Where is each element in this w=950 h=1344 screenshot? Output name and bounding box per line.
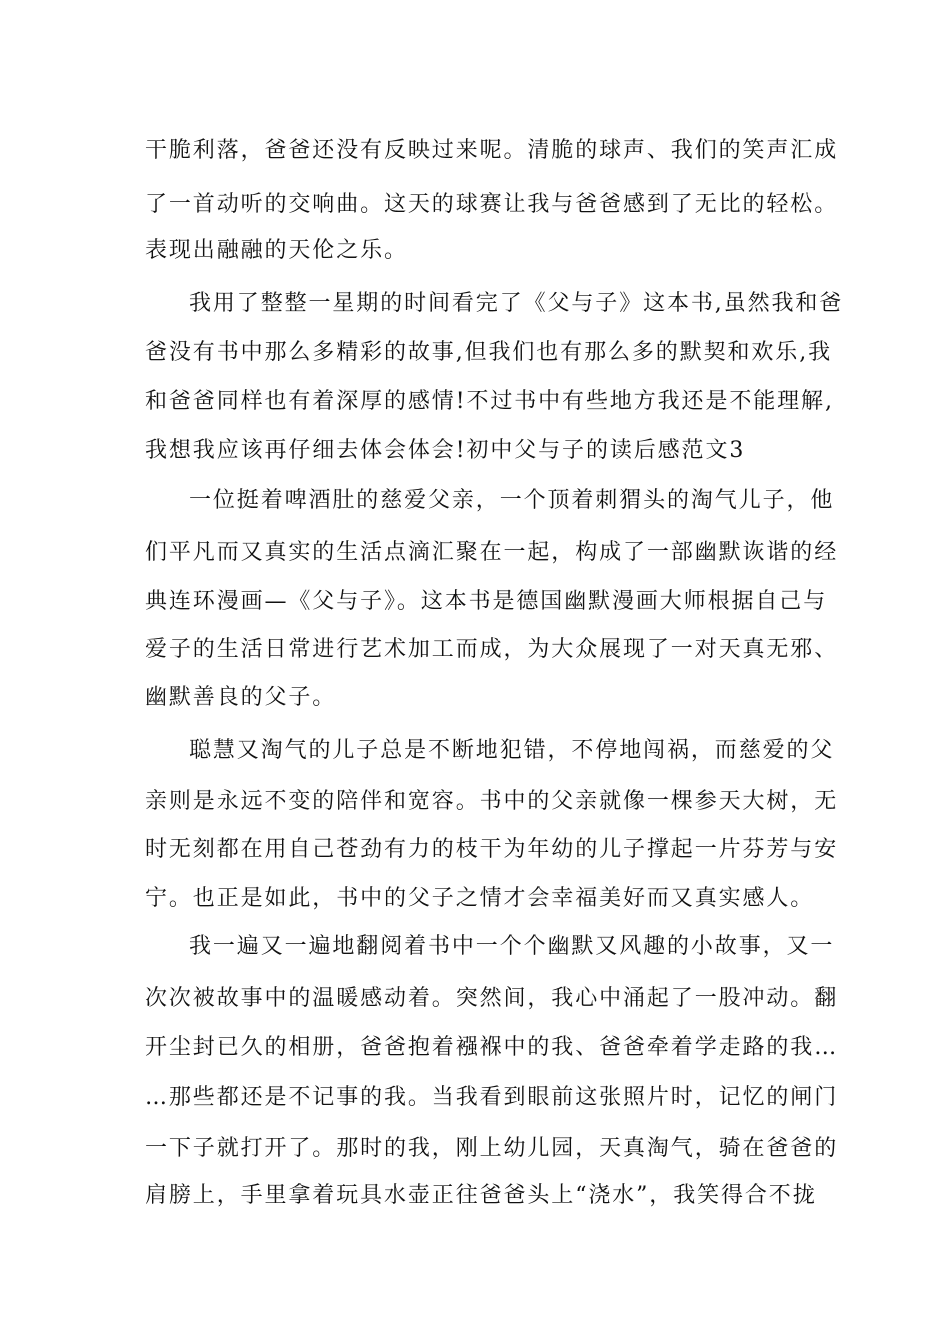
text-line: 宁。也正是如此，书中的父子之情才会幸福美好而又真实感人。 [145,886,815,911]
text-line: 了一首动听的交响曲。这天的球赛让我与爸爸感到了无比的轻松。 [145,192,839,217]
text-line: 爸没有书中那么多精彩的故事,但我们也有那么多的默契和欢乐,我 [145,340,832,365]
text-line: 干脆利落，爸爸还没有反映过来呢。清脆的球声、我们的笑声汇成 [145,138,839,163]
text-line: 表现出融融的天伦之乐。 [145,238,408,263]
text-line: 幽默善良的父子。 [145,685,337,710]
text-line: 一下子就打开了。那时的我，刚上幼儿园，天真淘气，骑在爸爸的 [145,1136,839,1161]
paragraph-first-line: 我用了整整一星期的时间看完了《父与子》这本书,虽然我和爸 [189,291,844,316]
text-line: 和爸爸同样也有着深厚的感情!不过书中有些地方我还是不能理解, [145,389,834,414]
text-line: 开尘封已久的相册，爸爸抱着襁褓中的我、爸爸牵着学走路的我… [145,1035,839,1060]
text-line: 爱子的生活日常进行艺术加工而成，为大众展现了一对天真无邪、 [145,637,839,662]
text-line: 典连环漫画—《父与子》。这本书是德国幽默漫画大师根据自己与 [145,589,828,614]
paragraph-first-line: 一位挺着啤酒肚的慈爱父亲，一个顶着刺猬头的淘气儿子，他 [189,488,835,513]
text-line: 亲则是永远不变的陪伴和宽容。书中的父亲就像一棵参天大树，无 [145,789,839,814]
text-line: …那些都还是不记事的我。当我看到眼前这张照片时，记忆的闸门 [145,1085,839,1110]
text-line: 时无刻都在用自己苍劲有力的枝干为年幼的儿子撑起一片芬芳与安 [145,837,839,862]
text-line: 肩膀上，手里拿着玩具水壶正往爸爸头上“浇水”，我笑得合不拢 [145,1183,817,1208]
text-line: 们平凡而又真实的生活点滴汇聚在一起，构成了一部幽默诙谐的经 [145,540,839,565]
paragraph-first-line: 聪慧又淘气的儿子总是不断地犯错，不停地闯祸，而慈爱的父 [189,738,835,763]
text-line: 我想我应该再仔细去体会体会!初中父与子的读后感范文3 [145,438,746,463]
paragraph-first-line: 我一遍又一遍地翻阅着书中一个个幽默又风趣的小故事，又一 [189,934,835,959]
text-line: 次次被故事中的温暖感动着。突然间，我心中涌起了一股冲动。翻 [145,986,839,1011]
